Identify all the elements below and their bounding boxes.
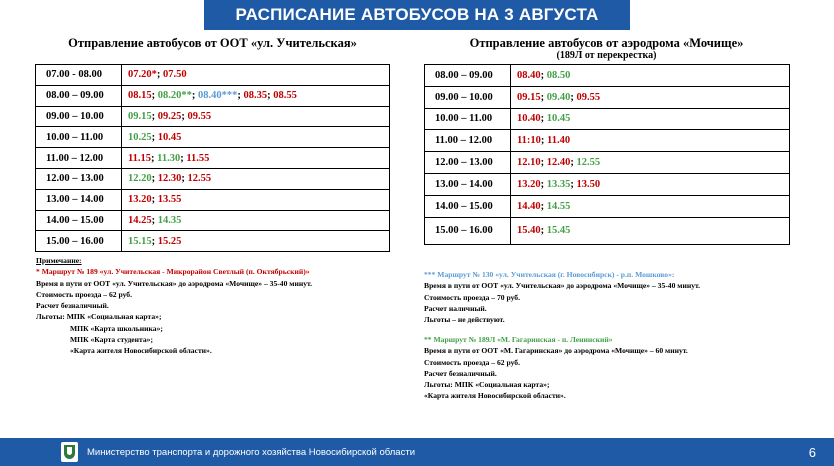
departure-time: 12.30	[157, 173, 182, 185]
departures-cell	[511, 217, 790, 244]
separator: ;	[151, 194, 158, 206]
schedule-row	[36, 127, 390, 148]
time-interval: 13.00 – 14.00	[36, 189, 122, 210]
departures-cell	[122, 210, 390, 231]
departures-cell	[122, 148, 390, 169]
separator: ;	[570, 178, 577, 190]
departure-time: 13.50	[576, 178, 601, 190]
page-number: 6	[808, 444, 816, 460]
note-line: Время в пути от ООТ «М. Гагаринская» до аэродрома «Мочище» – 60 минут.	[424, 346, 688, 356]
schedule-row	[425, 173, 790, 195]
departure-time: 11.30	[157, 152, 181, 164]
schedule-row	[425, 130, 790, 152]
departure-time: 09.15	[128, 110, 152, 122]
departures-cell	[122, 231, 390, 252]
note-line: «Карта жителя Новосибирской области».	[70, 346, 212, 356]
separator: ;	[570, 91, 577, 103]
departure-time: 09.40	[546, 91, 571, 103]
departure-time: 08.20**	[157, 90, 192, 102]
page-title: РАСПИСАНИЕ АВТОБУСОВ НА 3 АВГУСТА	[204, 0, 630, 30]
separator: ;	[151, 110, 158, 122]
separator: ;	[540, 113, 547, 125]
departure-time: 08.40***	[198, 90, 238, 102]
separator: ;	[540, 178, 547, 190]
schedule-row	[36, 189, 390, 210]
separator: ;	[180, 152, 187, 164]
schedule-row	[425, 108, 790, 130]
separator: ;	[181, 110, 188, 122]
departure-time: 08.50	[546, 69, 571, 81]
left-column-title: Отправление автобусов от ООТ «ул. Учительская»	[68, 36, 357, 50]
region-coat-of-arms-icon	[61, 442, 78, 462]
departure-time: 10.25	[128, 131, 152, 143]
departure-time: 10.45	[546, 113, 571, 125]
time-interval: 10.00 – 11.00	[36, 127, 122, 148]
departure-time: 14.55	[546, 200, 571, 212]
schedule-row	[36, 85, 390, 106]
departures-cell	[122, 106, 390, 127]
separator: ;	[540, 225, 547, 237]
separator: ;	[151, 152, 158, 164]
departures-cell	[122, 168, 390, 189]
departure-time: 12.40	[546, 157, 571, 169]
note-line: ** Маршрут № 189Л «М. Гагаринская - п. Ленинский»	[424, 335, 613, 344]
departure-time: 13.20	[128, 194, 152, 206]
separator: ;	[540, 135, 548, 147]
right-column-subtitle: (189Л от перекрестка)	[556, 50, 657, 61]
note-line: Стоимость проезда – 62 руб.	[36, 289, 132, 299]
separator: ;	[540, 69, 547, 81]
time-interval: 07.00 - 08.00	[36, 65, 122, 86]
separator: ;	[540, 200, 547, 212]
note-line: МПК «Карта студента»;	[70, 335, 153, 345]
departures-cell	[511, 86, 790, 108]
schedule-row	[425, 86, 790, 108]
note-line: «Карта жителя Новосибирской области».	[424, 391, 566, 401]
departure-time: 09.55	[576, 91, 601, 103]
note-line: *** Маршрут № 130 «ул. Учительская (г. Новосибирск) - р.п. Мошково»:	[424, 270, 675, 279]
schedule-row	[36, 106, 390, 127]
schedule-row	[425, 217, 790, 244]
schedule-row	[36, 168, 390, 189]
right-schedule-table	[424, 64, 790, 245]
departure-time: 11.40	[547, 135, 571, 147]
note-line: Время в пути от ООТ «ул. Учительская» до аэродрома «Мочище» – 35-40 минут.	[424, 281, 701, 291]
separator: ;	[181, 173, 188, 185]
separator: ;	[151, 235, 158, 247]
departure-time: 12.10	[517, 157, 541, 169]
time-interval: 09.00 – 10.00	[425, 86, 511, 108]
right-column-title: Отправление автобусов от аэродрома «Мочище»	[469, 36, 744, 50]
departures-cell	[122, 65, 390, 86]
departure-time: 10.45	[157, 131, 182, 143]
note-line: Примечание:	[36, 256, 82, 265]
schedule-row	[425, 65, 790, 87]
note-line: Расчет безналичный.	[36, 301, 109, 311]
departure-time: 14.25	[128, 214, 152, 226]
left-notes	[36, 255, 312, 357]
note-line: Стоимость проезда – 62 руб.	[424, 357, 520, 367]
separator: ;	[151, 214, 158, 226]
note-line: Время в пути от ООТ «ул. Учительская» до аэродрома «Мочище» – 35-40 минут.	[36, 278, 313, 288]
departure-time: 11:10	[517, 135, 541, 147]
departures-cell	[122, 127, 390, 148]
departure-time: 07.20*	[128, 69, 157, 81]
separator: ;	[151, 90, 158, 102]
separator: ;	[570, 157, 577, 169]
departure-time: 08.15	[128, 90, 152, 102]
departure-time: 08.55	[273, 90, 297, 102]
note-line: Льготы – не действуют.	[424, 315, 505, 325]
schedule-row	[36, 231, 390, 252]
schedule-row	[36, 65, 390, 86]
separator: ;	[151, 173, 158, 185]
departure-time: 12.55	[187, 173, 212, 185]
departures-cell	[122, 85, 390, 106]
departure-time: 15.25	[157, 235, 182, 247]
departure-time: 09.55	[187, 110, 212, 122]
time-interval: 13.00 – 14.00	[425, 173, 511, 195]
separator: ;	[156, 69, 163, 81]
separator: ;	[540, 157, 547, 169]
time-interval: 08.00 – 09.00	[425, 65, 511, 87]
departures-cell	[511, 152, 790, 174]
ministry-name: Министерство транспорта и дорожного хозяйства Новосибирской области	[87, 446, 416, 458]
departure-time: 14.35	[157, 214, 182, 226]
note-line: Расчет безналичный.	[424, 368, 497, 378]
separator: ;	[267, 90, 274, 102]
note-line: МПК «Карта школьника»;	[70, 323, 163, 333]
time-interval: 15.00 – 16.00	[36, 231, 122, 252]
time-interval: 15.00 – 16.00	[425, 217, 511, 244]
schedule-row	[425, 152, 790, 174]
departures-cell	[511, 108, 790, 130]
note-line: Стоимость проезда – 70 руб.	[424, 292, 520, 302]
departure-time: 08.40	[517, 69, 541, 81]
separator: ;	[237, 90, 244, 102]
departures-cell	[511, 130, 790, 152]
separator: ;	[540, 91, 547, 103]
time-interval: 09.00 – 10.00	[36, 106, 122, 127]
schedule-row	[36, 210, 390, 231]
schedule-row	[425, 195, 790, 217]
departure-time: 15.45	[546, 225, 571, 237]
time-interval: 14.00 – 15.00	[36, 210, 122, 231]
departure-time: 11.15	[128, 152, 152, 164]
separator: ;	[191, 90, 198, 102]
departures-cell	[511, 195, 790, 217]
time-interval: 08.00 – 09.00	[36, 85, 122, 106]
route-130-notes	[424, 269, 700, 325]
footer-bar	[0, 438, 834, 466]
separator: ;	[151, 131, 158, 143]
note-line: Расчет наличный.	[424, 303, 487, 313]
departure-time: 15.40	[517, 225, 541, 237]
left-schedule-table	[35, 64, 390, 252]
note-line: Льготы: МПК «Социальная карта»;	[36, 312, 162, 322]
departure-time: 10.40	[517, 113, 541, 125]
time-interval: 11.00 – 12.00	[425, 130, 511, 152]
departure-time: 15.15	[128, 235, 152, 247]
departures-cell	[511, 65, 790, 87]
departure-time: 14.40	[517, 200, 541, 212]
departure-time: 12.55	[576, 157, 601, 169]
departure-time: 09.25	[157, 110, 182, 122]
departure-time: 08.35	[243, 90, 268, 102]
time-interval: 10.00 – 11.00	[425, 108, 511, 130]
time-interval: 12.00 – 13.00	[36, 168, 122, 189]
departure-time: 11.55	[186, 152, 210, 164]
departures-cell	[122, 189, 390, 210]
time-interval: 14.00 – 15.00	[425, 195, 511, 217]
note-line: Льготы: МПК «Социальная карта»;	[424, 380, 550, 390]
schedule-row	[36, 148, 390, 169]
departure-time: 12.20	[128, 173, 152, 185]
departure-time: 13.20	[517, 178, 541, 190]
departure-time: 07.50	[163, 69, 187, 81]
departures-cell	[511, 173, 790, 195]
departure-time: 09.15	[517, 91, 541, 103]
route-189l-notes	[424, 334, 688, 402]
time-interval: 11.00 – 12.00	[36, 148, 122, 169]
time-interval: 12.00 – 13.00	[425, 152, 511, 174]
departure-time: 13.55	[157, 194, 182, 206]
note-line: * Маршрут № 189 «ул. Учительская - Микрорайон Светлый (п. Октябрьский)»	[36, 267, 310, 277]
departure-time: 13.35	[546, 178, 571, 190]
